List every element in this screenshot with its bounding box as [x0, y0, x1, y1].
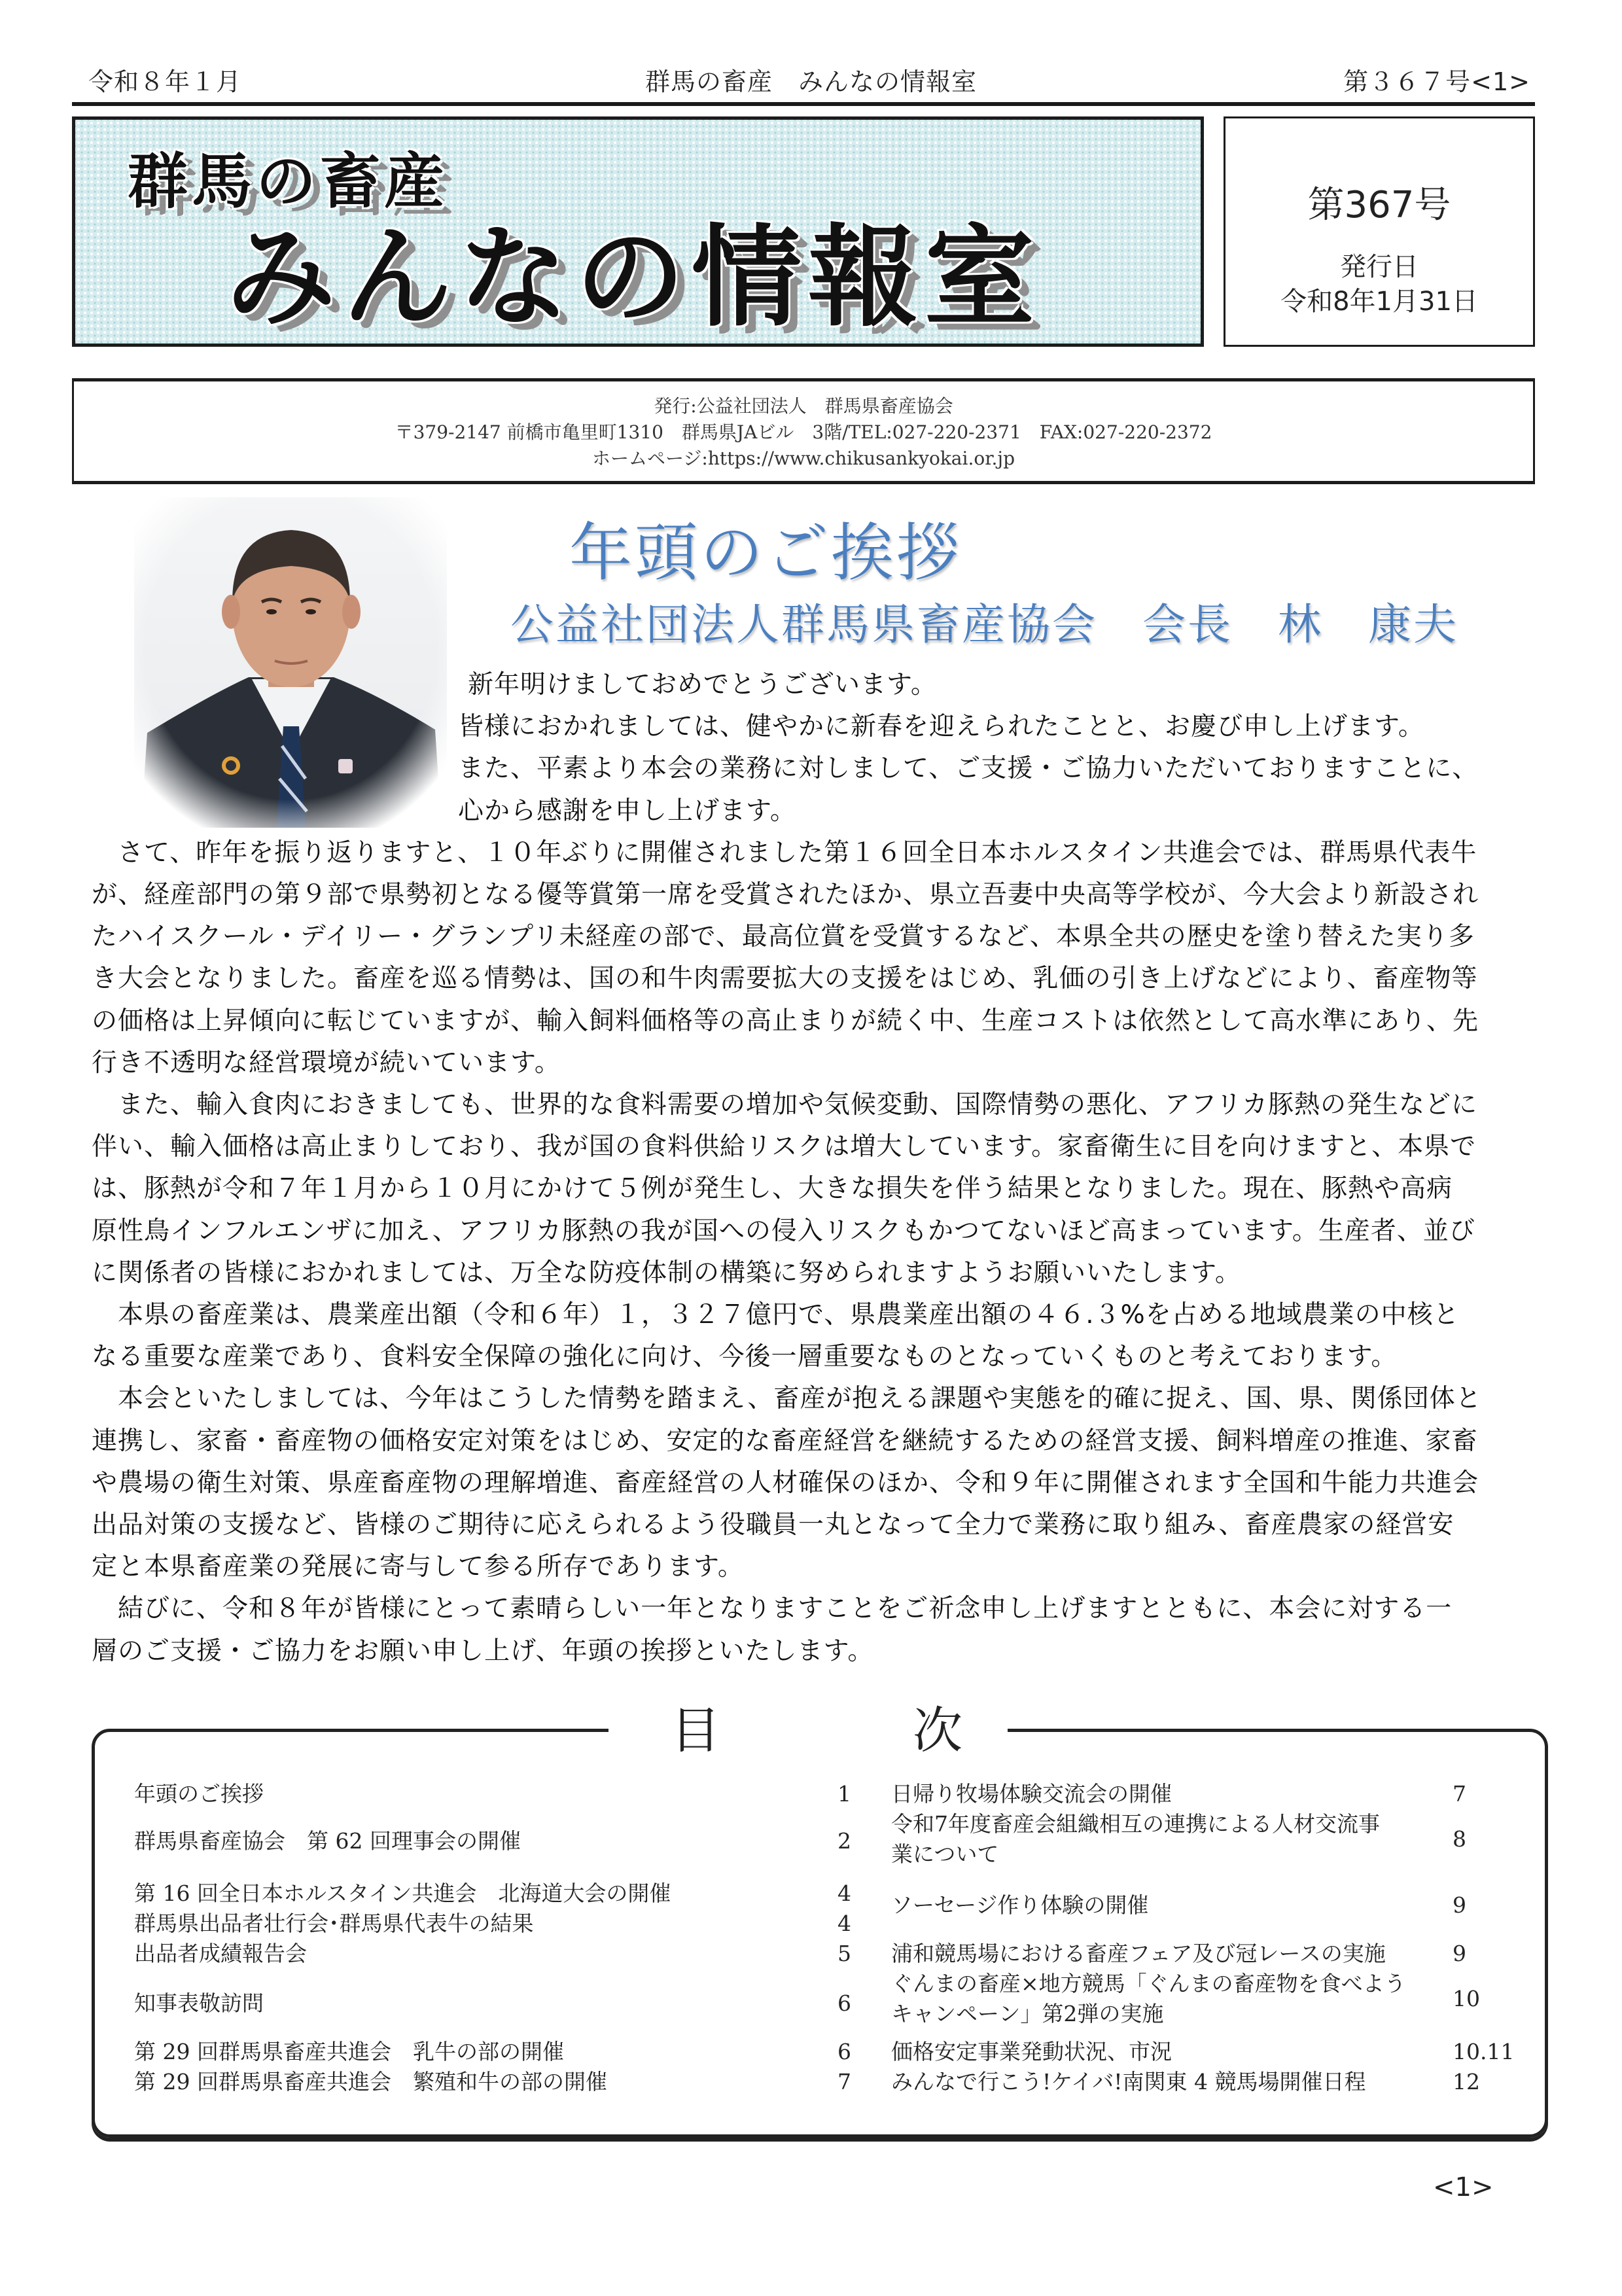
- masthead-banner: [72, 116, 1204, 347]
- toc-item-title[interactable]: 第 29 回群馬県畜産共進会 繁殖和牛の部の開催: [134, 2069, 607, 2094]
- body-text-line: 結びに、令和８年が皆様にとって素晴らしい一年となりますことをご祈念申し上げますとともに、本会に対する一: [92, 1594, 1453, 1624]
- issue-date-label: 発行日: [1340, 252, 1419, 282]
- running-header-date: 令和８年１月: [88, 67, 242, 96]
- toc-item-title[interactable]: 令和7年度畜産会組織相互の連携による人材交流事: [891, 1811, 1380, 1837]
- toc-item-title[interactable]: みんなで行こう!ケイバ!南関東 4 競馬場開催日程: [891, 2069, 1366, 2094]
- masthead-subtitle: 群馬の畜産: [128, 147, 449, 217]
- body-text-line: き大会となりました。畜産を巡る情勢は、国の和牛肉需要拡大の支援をはじめ、乳価の引き上げなどにより、畜産物等: [92, 964, 1478, 994]
- body-text-line: 定と本県畜産業の発展に寄与して参る所存であります。: [92, 1552, 744, 1582]
- toc-heading-char-2: 次: [913, 1701, 962, 1759]
- toc-item-page: 9: [1453, 1941, 1466, 1966]
- publisher-homepage-link[interactable]: ホームページ:https://www.chikusankyokai.or.jp: [591, 448, 1015, 469]
- toc-item-page: 10: [1453, 1986, 1480, 2011]
- toc-item-page: 9: [1453, 1892, 1466, 1918]
- toc-item-page: 6: [837, 1990, 851, 2016]
- toc-item-page: 4: [837, 1881, 851, 1906]
- body-text-line: が、経産部門の第９部で県勢初となる優等賞第一席を受賞されたほか、県立吾妻中央高等学校が、今大会より新設され: [92, 880, 1479, 910]
- toc-item-title[interactable]: 第 29 回群馬県畜産共進会 乳牛の部の開催: [134, 2039, 564, 2064]
- toc-item-title[interactable]: 知事表敬訪問: [134, 1990, 264, 2016]
- masthead-title: みんなの情報室: [226, 212, 1041, 342]
- body-text-line: は、豚熱が令和７年１月から１０月にかけて５例が発生し、大きな損失を伴う結果となりました。現在、豚熱や高病: [92, 1174, 1453, 1204]
- toc-item-page: 7: [837, 2069, 851, 2094]
- issue-date: 令和8年1月31日: [1280, 287, 1478, 317]
- article-author: 公益社団法人群馬県畜産協会 会長 林 康夫: [510, 599, 1458, 650]
- body-text-line: 連携し、家畜・畜産物の価格安定対策をはじめ、安定的な畜産経営を継続するための経営支援、飼料増産の推進、家畜: [92, 1426, 1478, 1456]
- publisher-info-box: [72, 378, 1535, 484]
- toc-item-page: 4: [837, 1911, 851, 1936]
- body-text-line: 本会といたしましては、今年はこうした情勢を踏まえ、畜産が抱える課題や実態を的確に捉え、国、県、関係団体と: [92, 1384, 1482, 1414]
- toc-item-title[interactable]: 年頭のご挨拶: [134, 1781, 264, 1807]
- body-text-line: 原性鳥インフルエンザに加え、アフリカ豚熱の我が国への侵入リスクもかつてないほど高まっています。生産者、並び: [92, 1216, 1475, 1246]
- running-header-issue: 第３６７号<1>: [1343, 67, 1530, 96]
- body-text-line: 新年明けましておめでとうございます。: [468, 670, 937, 699]
- page-number: <1>: [1433, 2172, 1494, 2202]
- toc-item-title-cont[interactable]: 業について: [891, 1841, 999, 1867]
- toc-item-title[interactable]: 出品者成績報告会: [134, 1941, 307, 1966]
- body-text-line: また、平素より本会の業務に対しまして、ご支援・ご協力いただいておりますことに、: [458, 754, 1479, 784]
- running-header-title: 群馬の畜産 みんなの情報室: [644, 67, 977, 96]
- body-text-line: 伴い、輸入価格は高止まりしており、我が国の食料供給リスクは増大しています。家畜衛生に目を向けますと、本県で: [92, 1132, 1477, 1162]
- toc-item-page: 5: [837, 1941, 851, 1966]
- toc-item-title[interactable]: 群馬県畜産協会 第 62 回理事会の開催: [134, 1828, 521, 1854]
- body-text-line: なる重要な産業であり、食料安全保障の強化に向け、今後一層重要なものとなっていくものと考えております。: [92, 1342, 1398, 1372]
- toc-item-page: 12: [1453, 2069, 1480, 2094]
- toc-item-title[interactable]: ぐんまの畜産×地方競馬「ぐんまの畜産物を食べよう: [891, 1971, 1406, 1996]
- toc-heading-char-1: 目: [671, 1701, 720, 1759]
- toc-item-page: 6: [837, 2039, 851, 2064]
- toc-item-title[interactable]: ソーセージ作り体験の開催: [891, 1892, 1149, 1918]
- body-text-line: 心から感謝を申し上げます。: [458, 796, 796, 826]
- toc-item-title[interactable]: 価格安定事業発動状況、市況: [891, 2039, 1172, 2064]
- toc-item-title[interactable]: 浦和競馬場における畜産フェア及び冠レースの実施: [891, 1941, 1386, 1966]
- body-text-line: たハイスクール・デイリー・グランプリ未経産の部で、最高位賞を受賞するなど、本県全共の歴史を塗り替えた実り多: [92, 922, 1475, 952]
- issue-number: 第367号: [1307, 184, 1451, 226]
- body-text-line: に関係者の皆様におかれましては、万全な防疫体制の構築に努められますようお願いいたします。: [92, 1258, 1241, 1288]
- toc-item-title[interactable]: 第 16 回全日本ホルスタイン共進会 北海道大会の開催: [134, 1881, 671, 1906]
- publisher-address: 〒379-2147 前橋市亀里町1310 群馬県JAビル 3階/TEL:027-220-2371 FAX:027-220-2372: [395, 421, 1212, 443]
- photo-vignette: [134, 497, 447, 828]
- body-text-line: の価格は上昇傾向に転じていますが、輸入飼料価格等の高止まりが続く中、生産コストは依然として高水準にあり、先: [92, 1006, 1479, 1036]
- body-text-line: 出品対策の支援など、皆様のご期待に応えられるよう役職員一丸となって全力で業務に取り組み、畜産農家の経営安: [92, 1510, 1455, 1540]
- article-title: 年頭のご挨拶: [569, 516, 962, 590]
- header-rule: [72, 102, 1535, 106]
- toc-item-page: 1: [837, 1781, 851, 1807]
- toc-item-page: 8: [1453, 1826, 1466, 1852]
- toc-item-title[interactable]: 群馬県出品者壮行会･群馬県代表牛の結果: [134, 1911, 534, 1936]
- toc-item-page: 2: [837, 1828, 851, 1854]
- toc-item-title[interactable]: 日帰り牧場体験交流会の開催: [891, 1781, 1172, 1807]
- body-text-line: 行き不透明な経営環境が続いています。: [92, 1048, 561, 1078]
- publisher-name: 発行:公益社団法人 群馬県畜産協会: [654, 395, 953, 417]
- chairman-portrait-photo: [134, 497, 447, 828]
- body-text-line: さて、昨年を振り返りますと、１０年ぶりに開催されました第１６回全日本ホルスタイン共進会では、群馬県代表牛: [92, 838, 1477, 868]
- toc-item-page: 10.11: [1453, 2039, 1515, 2064]
- body-text-line: 層のご支援・ご協力をお願い申し上げ、年頭の挨拶といたします。: [92, 1636, 874, 1666]
- issue-info-box: [1224, 116, 1535, 347]
- toc-item-title-cont[interactable]: キャンペーン」第2弾の実施: [891, 2001, 1164, 2026]
- body-text-line: 本県の畜産業は、農業産出額（令和６年）１，３２７億円で、県農業産出額の４６.３%を占める地域農業の中核と: [92, 1300, 1460, 1330]
- toc-item-page: 7: [1453, 1781, 1466, 1807]
- body-text-line: また、輸入食肉におきましても、世界的な食料需要の増加や気候変動、国際情勢の悪化、アフリカ豚熱の発生などに: [92, 1090, 1478, 1120]
- body-text-line: 皆様におかれましては、健やかに新春を迎えられたことと、お慶び申し上げます。: [458, 712, 1424, 742]
- body-text-line: や農場の衛生対策、県産畜産物の理解増進、畜産経営の人材確保のほか、令和９年に開催されます全国和牛能力共進会: [92, 1468, 1479, 1498]
